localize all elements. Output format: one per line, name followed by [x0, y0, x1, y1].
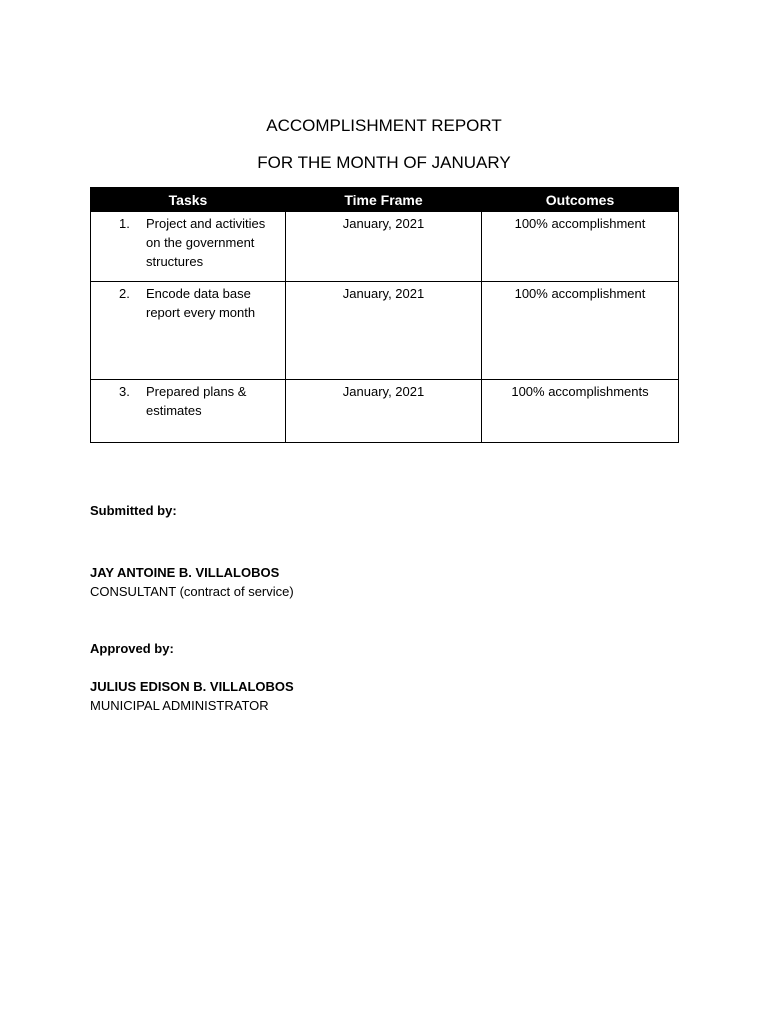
accomplishment-table: [90, 187, 679, 443]
task-cell: [91, 212, 286, 282]
header-tasks: Tasks: [91, 188, 286, 212]
outcome-cell: 100% accomplishment: [482, 282, 679, 380]
task-number: 2.: [119, 286, 130, 301]
task-description: Prepared plans & estimates: [146, 384, 247, 418]
approver-name: JULIUS EDISON B. VILLALOBOS: [90, 679, 294, 694]
task-number: 1.: [119, 216, 130, 231]
outcome-cell: 100% accomplishment: [482, 212, 679, 282]
table-header-row: [91, 188, 679, 212]
task-description: Project and activities on the government structures: [146, 216, 266, 269]
table-row: [91, 212, 679, 282]
task-number: 3.: [119, 384, 130, 399]
header-time-frame: Time Frame: [286, 188, 482, 212]
task-description: Encode data base report every month: [146, 286, 256, 320]
submitted-by-label: Submitted by:: [90, 503, 177, 518]
task-cell: [91, 282, 286, 380]
approver-role: MUNICIPAL ADMINISTRATOR: [90, 698, 269, 713]
submitter-name: JAY ANTOINE B. VILLALOBOS: [90, 565, 280, 580]
header-outcomes: Outcomes: [482, 188, 679, 212]
task-cell: [91, 380, 286, 443]
time-frame-cell: January, 2021: [286, 380, 482, 443]
table-row: [91, 380, 679, 443]
time-frame-cell: January, 2021: [286, 282, 482, 380]
time-frame-cell: January, 2021: [286, 212, 482, 282]
report-title: ACCOMPLISHMENT REPORT: [266, 116, 502, 135]
report-subtitle: FOR THE MONTH OF JANUARY: [257, 153, 511, 172]
submitter-role: CONSULTANT (contract of service): [90, 584, 294, 599]
approved-by-label: Approved by:: [90, 641, 174, 656]
outcome-cell: 100% accomplishments: [482, 380, 679, 443]
table-row: [91, 282, 679, 380]
